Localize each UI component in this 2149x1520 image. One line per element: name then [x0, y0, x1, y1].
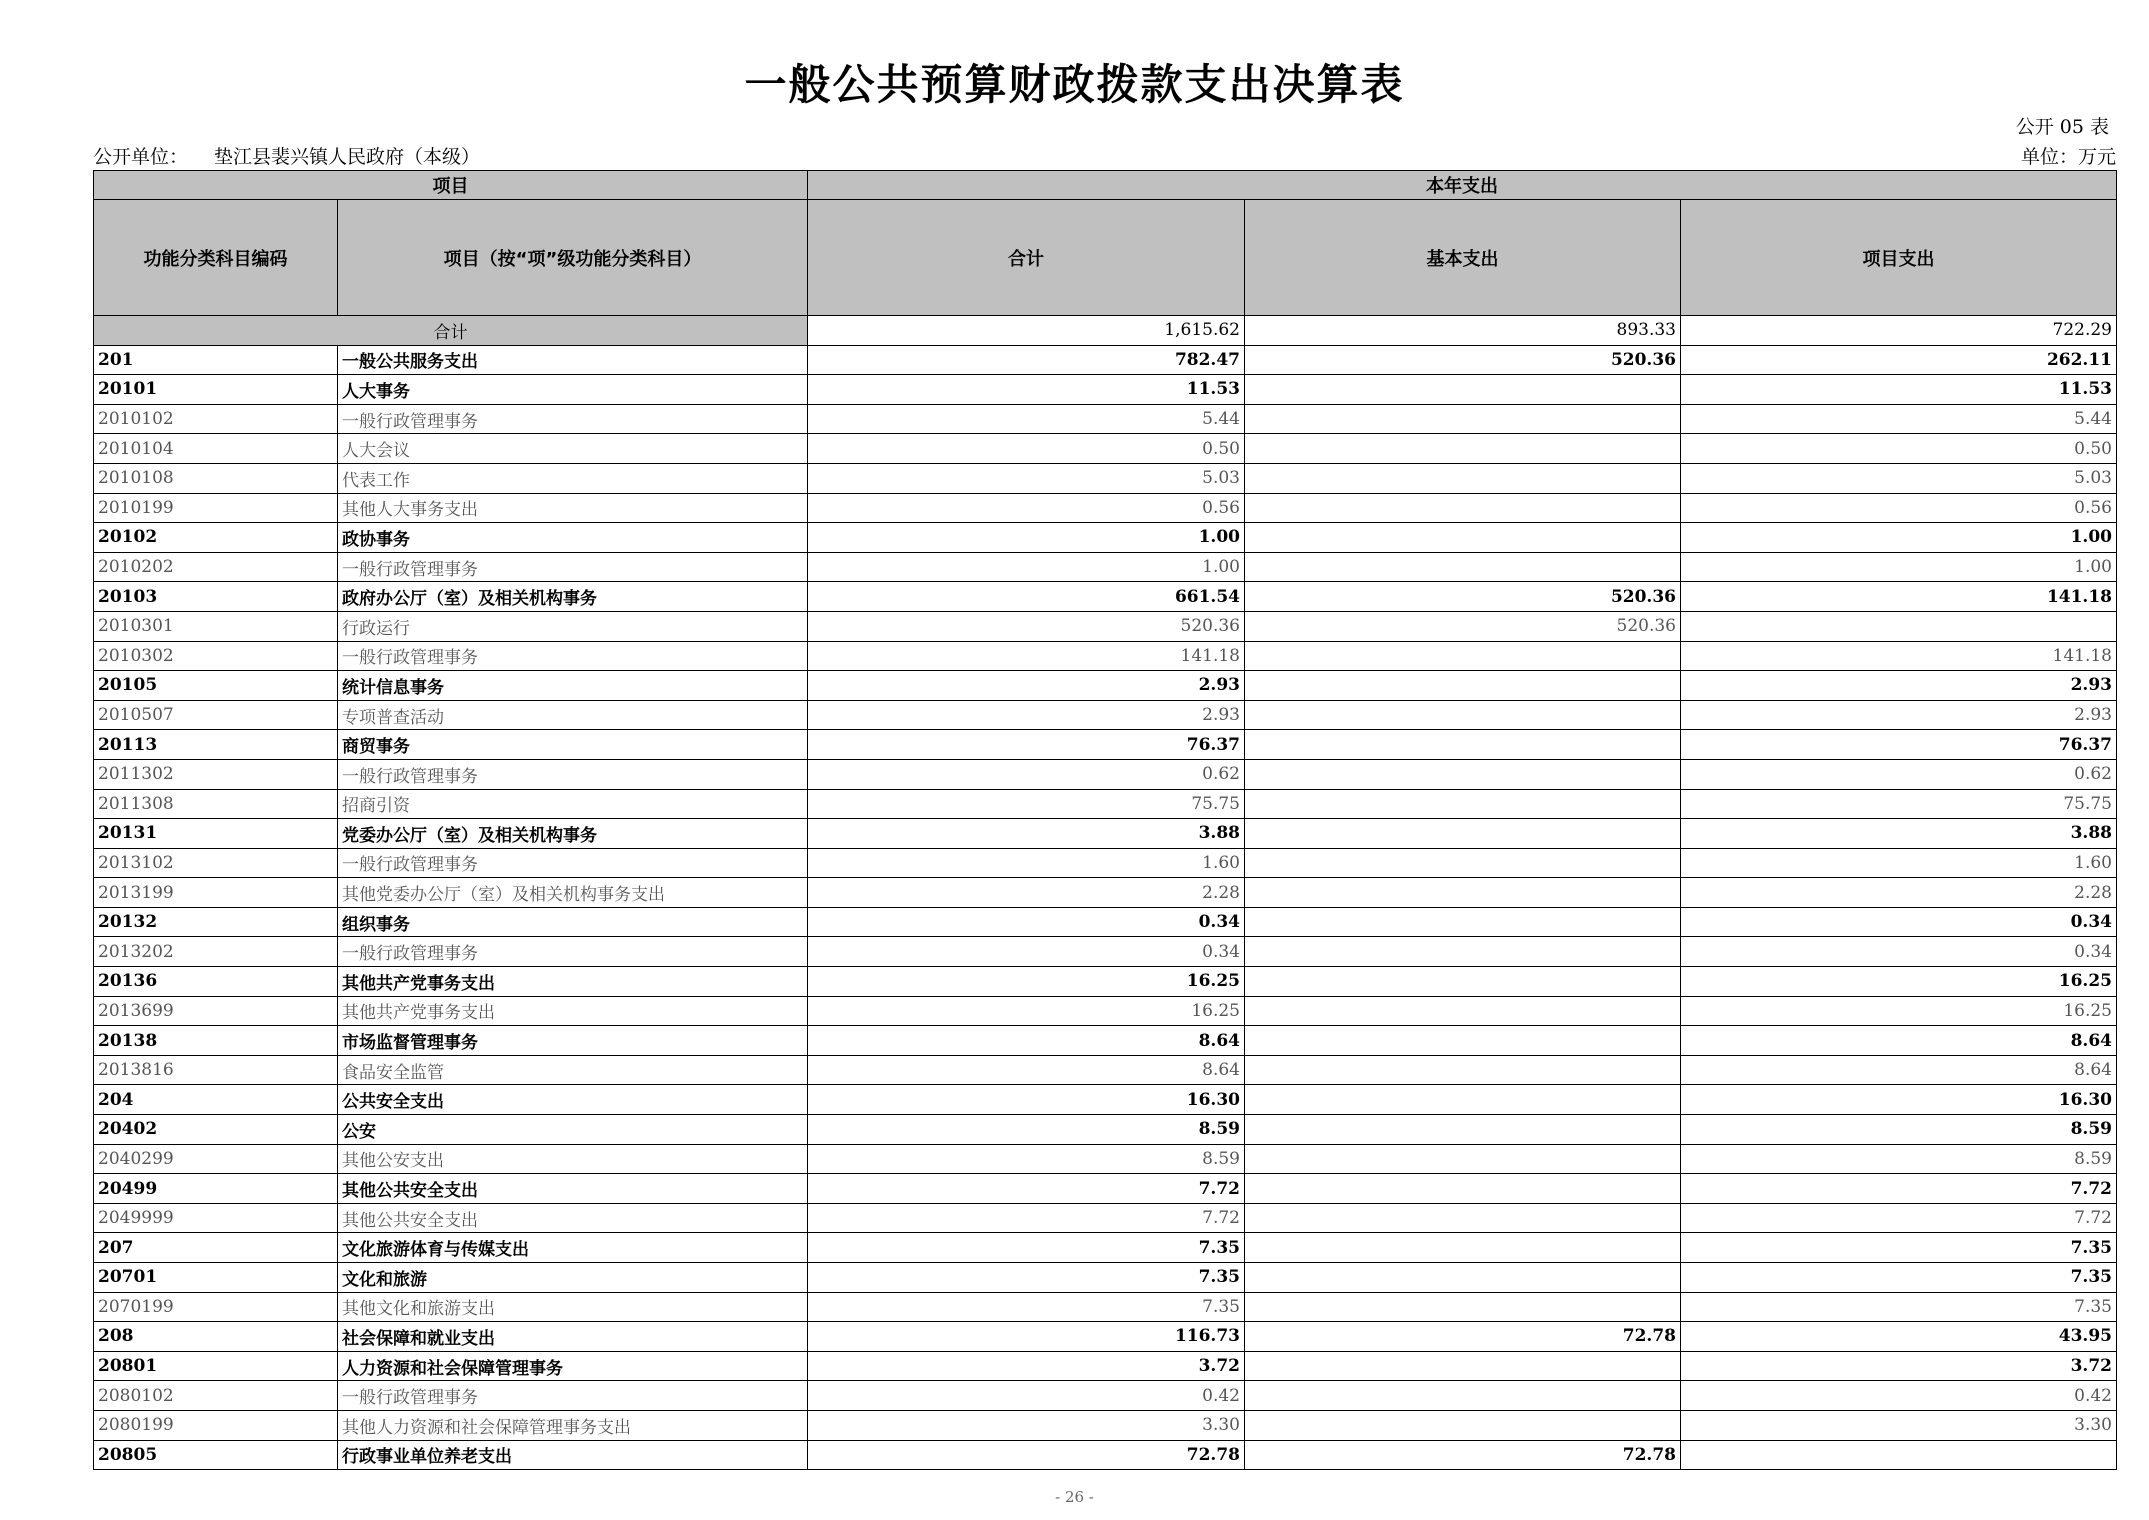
row-project: 1.00 [1681, 523, 2117, 553]
table-row [94, 996, 2117, 1026]
table-row [94, 730, 2117, 760]
currency-unit: 单位：万元 [2020, 146, 2116, 168]
row-basic [1245, 967, 1681, 997]
table-number: 公开 05 表 [2015, 116, 2109, 138]
row-code: 2080199 [94, 1410, 338, 1440]
row-project: 141.18 [1681, 582, 2117, 612]
row-name: 党委办公厅（室）及相关机构事务 [338, 819, 808, 849]
row-basic [1245, 1292, 1681, 1322]
row-project: 11.53 [1681, 375, 2117, 405]
table-row [94, 1410, 2117, 1440]
row-code: 20132 [94, 907, 338, 937]
unit-label: 公开单位： [93, 146, 189, 168]
row-basic: 520.36 [1245, 345, 1681, 375]
row-basic [1245, 848, 1681, 878]
row-name: 其他文化和旅游支出 [338, 1292, 808, 1322]
table-row [94, 700, 2117, 730]
row-total: 7.35 [808, 1263, 1245, 1293]
row-basic [1245, 641, 1681, 671]
row-code: 20499 [94, 1174, 338, 1204]
table-row [94, 1292, 2117, 1322]
row-basic [1245, 819, 1681, 849]
row-code: 20138 [94, 1026, 338, 1056]
row-code: 20701 [94, 1263, 338, 1293]
row-project: 141.18 [1681, 641, 2117, 671]
row-basic [1245, 1144, 1681, 1174]
table-row [94, 375, 2117, 405]
row-code: 2049999 [94, 1203, 338, 1233]
header-project: 项目支出 [1681, 200, 2117, 316]
row-total: 782.47 [808, 345, 1245, 375]
total-label: 合计 [94, 316, 808, 346]
row-basic [1245, 1115, 1681, 1145]
row-code: 2013199 [94, 878, 338, 908]
row-project: 3.30 [1681, 1410, 2117, 1440]
row-total: 16.30 [808, 1085, 1245, 1115]
row-total: 2.93 [808, 671, 1245, 701]
table-row [94, 1440, 2117, 1470]
row-total: 7.35 [808, 1292, 1245, 1322]
row-total: 7.35 [808, 1233, 1245, 1263]
table-row [94, 552, 2117, 582]
table-row [94, 1055, 2117, 1085]
row-name: 招商引资 [338, 789, 808, 819]
row-basic: 72.78 [1245, 1440, 1681, 1470]
header-total: 合计 [808, 200, 1245, 316]
row-total: 0.50 [808, 434, 1245, 464]
row-basic [1245, 493, 1681, 523]
row-name: 商贸事务 [338, 730, 808, 760]
row-basic: 520.36 [1245, 582, 1681, 612]
row-total: 76.37 [808, 730, 1245, 760]
row-code: 2013816 [94, 1055, 338, 1085]
header-code: 功能分类科目编码 [94, 200, 338, 316]
row-project: 76.37 [1681, 730, 2117, 760]
table-row [94, 848, 2117, 878]
table-row [94, 1233, 2117, 1263]
row-project: 0.34 [1681, 937, 2117, 967]
row-basic [1245, 1085, 1681, 1115]
row-name: 其他公安支出 [338, 1144, 808, 1174]
row-code: 2011308 [94, 789, 338, 819]
table-row [94, 1174, 2117, 1204]
row-code: 208 [94, 1322, 338, 1352]
row-name: 公安 [338, 1115, 808, 1145]
row-code: 20805 [94, 1440, 338, 1470]
row-project: 0.62 [1681, 759, 2117, 789]
row-total: 8.59 [808, 1144, 1245, 1174]
row-total: 5.03 [808, 463, 1245, 493]
row-project: 2.93 [1681, 671, 2117, 701]
row-code: 20113 [94, 730, 338, 760]
table-row [94, 819, 2117, 849]
row-name: 社会保障和就业支出 [338, 1322, 808, 1352]
table-row [94, 493, 2117, 523]
table-row [94, 759, 2117, 789]
row-name: 行政事业单位养老支出 [338, 1440, 808, 1470]
table-row [94, 878, 2117, 908]
row-project: 75.75 [1681, 789, 2117, 819]
row-code: 207 [94, 1233, 338, 1263]
row-basic [1245, 700, 1681, 730]
row-basic [1245, 1410, 1681, 1440]
row-basic [1245, 434, 1681, 464]
row-total: 0.62 [808, 759, 1245, 789]
row-total: 1.00 [808, 523, 1245, 553]
row-name: 一般行政管理事务 [338, 759, 808, 789]
row-project [1681, 611, 2117, 641]
row-code: 2010507 [94, 700, 338, 730]
row-project [1681, 1440, 2117, 1470]
table-row [94, 671, 2117, 701]
row-basic [1245, 1351, 1681, 1381]
row-basic [1245, 1026, 1681, 1056]
row-project: 7.72 [1681, 1174, 2117, 1204]
row-total: 75.75 [808, 789, 1245, 819]
budget-table [93, 170, 2117, 1470]
row-name: 代表工作 [338, 463, 808, 493]
row-code: 2080102 [94, 1381, 338, 1411]
row-total: 661.54 [808, 582, 1245, 612]
table-row [94, 582, 2117, 612]
row-total: 16.25 [808, 996, 1245, 1026]
row-basic [1245, 1263, 1681, 1293]
row-project: 7.35 [1681, 1233, 2117, 1263]
row-name: 其他公共安全支出 [338, 1174, 808, 1204]
table-row [94, 463, 2117, 493]
row-basic [1245, 1174, 1681, 1204]
row-name: 食品安全监管 [338, 1055, 808, 1085]
table-row [94, 523, 2117, 553]
row-project: 7.72 [1681, 1203, 2117, 1233]
row-project: 3.72 [1681, 1351, 2117, 1381]
row-basic [1245, 671, 1681, 701]
table-row [94, 404, 2117, 434]
row-code: 20402 [94, 1115, 338, 1145]
row-total: 5.44 [808, 404, 1245, 434]
row-code: 2010301 [94, 611, 338, 641]
row-name: 一般行政管理事务 [338, 404, 808, 434]
row-project: 8.64 [1681, 1055, 2117, 1085]
row-basic [1245, 759, 1681, 789]
total-basic: 893.33 [1245, 316, 1681, 346]
row-total: 8.64 [808, 1055, 1245, 1085]
row-total: 141.18 [808, 641, 1245, 671]
row-total: 0.34 [808, 907, 1245, 937]
row-total: 116.73 [808, 1322, 1245, 1352]
row-code: 2010302 [94, 641, 338, 671]
row-project: 2.93 [1681, 700, 2117, 730]
row-basic [1245, 1055, 1681, 1085]
row-total: 0.42 [808, 1381, 1245, 1411]
row-project: 8.59 [1681, 1115, 2117, 1145]
table-row [94, 611, 2117, 641]
row-name: 文化旅游体育与传媒支出 [338, 1233, 808, 1263]
row-total: 3.72 [808, 1351, 1245, 1381]
row-code: 204 [94, 1085, 338, 1115]
row-name: 行政运行 [338, 611, 808, 641]
table-row [94, 1381, 2117, 1411]
meta-row [93, 142, 2116, 168]
header-current-year: 本年支出 [808, 171, 2117, 200]
page-number: - 26 - [1055, 1488, 1094, 1506]
row-code: 2070199 [94, 1292, 338, 1322]
row-total: 0.34 [808, 937, 1245, 967]
row-basic: 520.36 [1245, 611, 1681, 641]
row-basic [1245, 937, 1681, 967]
row-project: 7.35 [1681, 1292, 2117, 1322]
row-name: 组织事务 [338, 907, 808, 937]
table-row [94, 967, 2117, 997]
row-basic [1245, 1203, 1681, 1233]
row-total: 16.25 [808, 967, 1245, 997]
row-code: 2013699 [94, 996, 338, 1026]
row-total: 1.00 [808, 552, 1245, 582]
table-row [94, 1263, 2117, 1293]
table-row [94, 1203, 2117, 1233]
row-code: 20102 [94, 523, 338, 553]
row-name: 市场监督管理事务 [338, 1026, 808, 1056]
row-code: 2010104 [94, 434, 338, 464]
row-name: 统计信息事务 [338, 671, 808, 701]
row-basic [1245, 404, 1681, 434]
row-project: 262.11 [1681, 345, 2117, 375]
header-basic: 基本支出 [1245, 200, 1681, 316]
total-amount: 1,615.62 [808, 316, 1245, 346]
table-row [94, 1085, 2117, 1115]
row-project: 5.44 [1681, 404, 2117, 434]
row-code: 2011302 [94, 759, 338, 789]
table-row [94, 1115, 2117, 1145]
row-name: 公共安全支出 [338, 1085, 808, 1115]
row-code: 2013102 [94, 848, 338, 878]
row-name: 人大会议 [338, 434, 808, 464]
row-project: 16.25 [1681, 967, 2117, 997]
total-row [94, 316, 2117, 346]
row-basic [1245, 996, 1681, 1026]
row-name: 一般行政管理事务 [338, 1381, 808, 1411]
row-project: 0.34 [1681, 907, 2117, 937]
row-project: 0.56 [1681, 493, 2117, 523]
row-name: 其他共产党事务支出 [338, 967, 808, 997]
row-code: 2040299 [94, 1144, 338, 1174]
table-row [94, 1026, 2117, 1056]
row-code: 2010199 [94, 493, 338, 523]
row-total: 11.53 [808, 375, 1245, 405]
row-project: 5.03 [1681, 463, 2117, 493]
row-code: 20801 [94, 1351, 338, 1381]
row-project: 2.28 [1681, 878, 2117, 908]
row-project: 8.59 [1681, 1144, 2117, 1174]
row-total: 0.56 [808, 493, 1245, 523]
total-project: 722.29 [1681, 316, 2117, 346]
row-basic [1245, 523, 1681, 553]
row-name: 其他党委办公厅（室）及相关机构事务支出 [338, 878, 808, 908]
row-basic [1245, 1381, 1681, 1411]
row-name: 政协事务 [338, 523, 808, 553]
row-project: 0.42 [1681, 1381, 2117, 1411]
row-name: 其他人大事务支出 [338, 493, 808, 523]
row-total: 8.59 [808, 1115, 1245, 1145]
table-row [94, 641, 2117, 671]
row-project: 1.00 [1681, 552, 2117, 582]
row-code: 2010202 [94, 552, 338, 582]
table-row [94, 789, 2117, 819]
row-total: 3.88 [808, 819, 1245, 849]
row-code: 2010108 [94, 463, 338, 493]
row-total: 2.93 [808, 700, 1245, 730]
table-row [94, 907, 2117, 937]
header-name: 项目（按“项”级功能分类科目） [338, 200, 808, 316]
row-code: 2010102 [94, 404, 338, 434]
row-basic [1245, 1233, 1681, 1263]
row-name: 政府办公厅（室）及相关机构事务 [338, 582, 808, 612]
row-name: 一般行政管理事务 [338, 848, 808, 878]
row-total: 72.78 [808, 1440, 1245, 1470]
row-total: 520.36 [808, 611, 1245, 641]
row-name: 一般行政管理事务 [338, 641, 808, 671]
row-name: 人大事务 [338, 375, 808, 405]
row-basic [1245, 907, 1681, 937]
unit-name: 垫江县裴兴镇人民政府（本级） [214, 146, 481, 168]
row-name: 专项普查活动 [338, 700, 808, 730]
row-project: 16.25 [1681, 996, 2117, 1026]
table-row [94, 434, 2117, 464]
row-code: 2013202 [94, 937, 338, 967]
header-item: 项目 [94, 171, 808, 200]
row-name: 其他公共安全支出 [338, 1203, 808, 1233]
row-code: 20103 [94, 582, 338, 612]
row-name: 其他共产党事务支出 [338, 996, 808, 1026]
row-name: 一般公共服务支出 [338, 345, 808, 375]
row-total: 7.72 [808, 1203, 1245, 1233]
row-project: 8.64 [1681, 1026, 2117, 1056]
row-project: 0.50 [1681, 434, 2117, 464]
row-project: 43.95 [1681, 1322, 2117, 1352]
row-name: 其他人力资源和社会保障管理事务支出 [338, 1410, 808, 1440]
row-name: 人力资源和社会保障管理事务 [338, 1351, 808, 1381]
row-code: 20105 [94, 671, 338, 701]
table-row [94, 1144, 2117, 1174]
row-basic [1245, 375, 1681, 405]
row-name: 文化和旅游 [338, 1263, 808, 1293]
row-basic [1245, 730, 1681, 760]
row-code: 20131 [94, 819, 338, 849]
table-row [94, 345, 2117, 375]
table-row [94, 1351, 2117, 1381]
row-total: 7.72 [808, 1174, 1245, 1204]
row-project: 16.30 [1681, 1085, 2117, 1115]
table-row [94, 1322, 2117, 1352]
row-project: 7.35 [1681, 1263, 2117, 1293]
row-code: 20101 [94, 375, 338, 405]
row-basic [1245, 463, 1681, 493]
page-title: 一般公共预算财政拨款支出决算表 [744, 60, 1405, 109]
row-project: 3.88 [1681, 819, 2117, 849]
row-project: 1.60 [1681, 848, 2117, 878]
row-code: 201 [94, 345, 338, 375]
row-basic: 72.78 [1245, 1322, 1681, 1352]
row-basic [1245, 789, 1681, 819]
row-total: 2.28 [808, 878, 1245, 908]
row-total: 3.30 [808, 1410, 1245, 1440]
row-basic [1245, 552, 1681, 582]
row-total: 8.64 [808, 1026, 1245, 1056]
row-basic [1245, 878, 1681, 908]
row-code: 20136 [94, 967, 338, 997]
row-total: 1.60 [808, 848, 1245, 878]
row-name: 一般行政管理事务 [338, 937, 808, 967]
row-name: 一般行政管理事务 [338, 552, 808, 582]
table-row [94, 937, 2117, 967]
